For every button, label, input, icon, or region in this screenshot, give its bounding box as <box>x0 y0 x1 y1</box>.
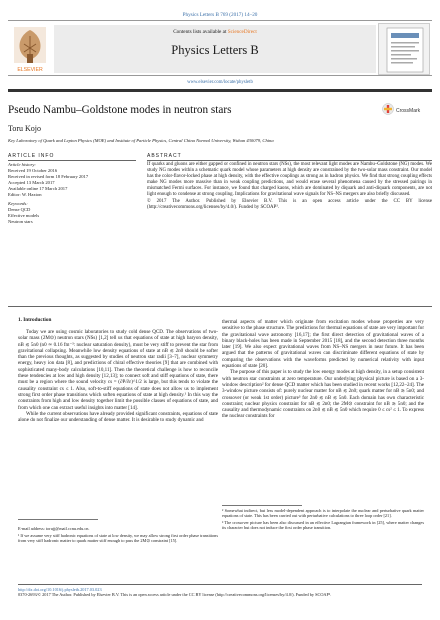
elsevier-wordmark: ELSEVIER <box>17 67 43 73</box>
intro-right-column <box>222 319 424 420</box>
elsevier-logo[interactable] <box>10 24 50 74</box>
footnote-rule-left <box>18 519 98 520</box>
footnotes-left <box>18 526 218 545</box>
keywords <box>8 201 136 225</box>
footnotes-right <box>222 508 424 532</box>
intro-left-column <box>18 329 218 423</box>
masthead-banner <box>54 25 376 73</box>
license-statement: 0370-2693/© 2017 The Author. Published by Elsevier B.V. This is an open access article under the CC BY license (http://creativecommons.org/licenses/by/4.0/). Funded by SCOAP³. <box>18 592 332 598</box>
body-paragraph: Today we are using cosmic laboratories to study cold dense QCD. The observations of two-solar mass (2M⊙) neutron stars (NSs) [1,2] tell us that equations of state at high baryon density, nB ≲ 5n0 (n0 ≃ 0.16 fm⁻³: nuclear saturation density), must be very stiff to prevent the star from gravitational collapsing. Meanwhile low density equations of state at nB ≲ 2n0 should be softer than the previous thoughts, as suggested by studies of neutron star radii [3–7], nuclear symmetry energy, heavy ion data [8], and predictions of chiral effective theories [9] that are combined with sophisticated many-body calculations [10,11]. Then the theoretical challenge is how to reconcile these tendencies at low and high density [12,13]; to connect soft and stiff equations of state, there must be a region where the sound velocity cs = (∂P/∂ε)^1/2 is large, but this tends to violate the causality constraint cs ≤ 1. Also, soft-to-stiff equations of state does not allow us to implement strong first order phase transitions which soften equations of state at high density.¹ In this way the constraints from high and low density together limit the possible classes of equations of state, and from which one can extract useful insights into matter [14]. <box>18 329 218 411</box>
homepage-link[interactable]: www.elsevier.com/locate/physletb <box>187 80 253 85</box>
body-paragraph: The purpose of this paper is to study the low energy modes at high density, in a setup consistent with neutron star constraints at zero temperature. Our underlying physical picture is based on a 3-window description² for dense QCD matter which has been studied in recent works [12,22–24]. The 3-window picture consists of: purely nuclear matter for nB ≲ 2n0; quark matter for nB ≳ 5n0; and crossover (or weak 1st order) picture³ for 2n0 ≲ nB ≲ 5n0. Each domain has own characteristic constraint; nuclear physics constraint for nB ≲ 2n0; the 2M⊙ constraint for nB ≳ 5n0; and the causality and thermodynamic constraints on 2n0 ≲ nB ≲ 5n0 which require 0 ≤ cs² ≤ 1. To express the nuclear constraints for <box>222 369 424 420</box>
journal-cover-icon[interactable] <box>378 23 430 75</box>
contents-line <box>54 29 376 35</box>
history-line: Received in revised form 18 February 2017 <box>8 173 89 179</box>
doi-link[interactable]: http://dx.doi.org/10.1016/j.physletb.2017.03.023 <box>18 587 102 592</box>
abstract-end-divider <box>8 306 432 307</box>
article-title: Pseudo Nambu–Goldstone modes in neutron stars <box>8 104 232 116</box>
body-paragraph: thermal aspects of matter which originate from excitation modes whose properties are very sensitive to the phase structure. The predictions for thermal equations of state are very important for the gravitational wave astronomy [16,17]; the first direct detection of gravitational waves of a binary black-holes has been made in September 2015 [18], and the second detection three months later [19]. We also expect gravitational waves from NS–NS mergers in near future. It has been argued that the patterns of gravitational waves can discriminate different equations of state by comparing the observations with the waveforms predicted by numerical relativity with input equations of state [20]. <box>222 319 424 370</box>
abstract-body <box>147 162 432 211</box>
bottom-divider <box>18 584 422 585</box>
footnote: ² Somewhat indirect, but less model-dependent approach is to interpolate the nuclear and perturbative quark matter equations of state. This has been carried out with perturbative calculations to three loop order [21]. <box>222 508 424 519</box>
history-line: Available online 17 March 2017 <box>8 185 68 191</box>
article-info-heading: ARTICLE INFO <box>8 153 55 159</box>
info-divider <box>8 160 136 161</box>
footnote: ¹ If we assume very stiff hadronic equations of state at low density, we may allow strong first order phase transitions from very stiff hadronic matter to quark matter stiff enough to pass the 2M⊙ constraint [15]. <box>18 532 218 544</box>
keywords-label: Keywords: <box>8 201 28 207</box>
author-name[interactable]: Toru Kojo <box>8 124 41 133</box>
keyword: Neutron stars <box>8 219 33 225</box>
abstract-divider <box>147 160 432 161</box>
journal-title: Physics Letters B <box>171 43 259 57</box>
history-line: Editor: W. Haxton <box>8 191 42 197</box>
article-info <box>8 162 136 229</box>
abstract-heading: ABSTRACT <box>147 153 182 159</box>
header-divider <box>8 89 432 92</box>
body-paragraph: While the current observations have already provided significant constraints, equations of state alone do not finalize our understanding of dense matter. It is desirable to study dynamic and <box>18 410 218 424</box>
history-label: Article history: <box>8 162 36 167</box>
section-heading: 1. Introduction <box>18 317 52 323</box>
history-line: Accepted 13 March 2017 <box>8 179 55 185</box>
keyword: Effective models <box>8 213 40 219</box>
bottom-info <box>18 587 422 598</box>
article-history <box>8 162 136 197</box>
author-affiliation: Key Laboratory of Quark and Lepton Physics (MOE) and Institute of Particle Physics, Central China Normal University, Wuhan 430079, China <box>8 138 274 143</box>
abstract-copyright: © 2017 The Author. Published by Elsevier B.V. This is an open access article under the CC BY license (http://creativecommons.org/licenses/by/4.0/). Funded by SCOAP³. <box>147 199 432 211</box>
footnote-rule-right <box>222 505 302 506</box>
crossmark-label: CrossMark <box>396 108 421 114</box>
abstract-text: If quarks and gluons are either gapped or confined in neutron stars (NSs), the most relevant light modes are Nambu–Goldstone (NG) modes. We study NG modes within a schematic quark model whose parameters at high density are constrained by the two-solar mass constraint. Our model has the color-flavor-locked phase at high density, with the effective couplings as strong as in hadron physics. We find that strong coupling effects make NG modes more massive than in weak coupling predictions, and would erase several phenomena caused by the stressed pairings in mismatched Fermi surfaces. For instance, we found that charged kaons, which are dominated by diquark and anti-diquark components, are not light enough to condense at strong coupling. Implications for gravitational wave signals for NS–NS mergers are also briefly discussed. <box>147 162 432 198</box>
sciencedirect-link[interactable]: ScienceDirect <box>227 29 257 35</box>
crossmark-icon <box>382 102 394 120</box>
journal-homepage <box>0 80 440 85</box>
history-line: Received 19 October 2016 <box>8 167 58 173</box>
crossmark-badge[interactable] <box>382 102 420 120</box>
keyword: Dense QCD <box>8 207 31 213</box>
footnote: ³ The crossover picture has been also discussed in an effective Lagrangian framework in [25], where matter changes its character but does not induce the first order phase transition. <box>222 520 424 531</box>
journal-citation[interactable]: Physics Letters B 769 (2017) 14–20 <box>182 12 258 18</box>
journal-masthead <box>8 20 432 76</box>
contents-prefix: Contents lists available at <box>173 29 228 35</box>
email-footnote[interactable]: E-mail address: torujj@mail.ccnu.edu.cn. <box>18 526 90 531</box>
